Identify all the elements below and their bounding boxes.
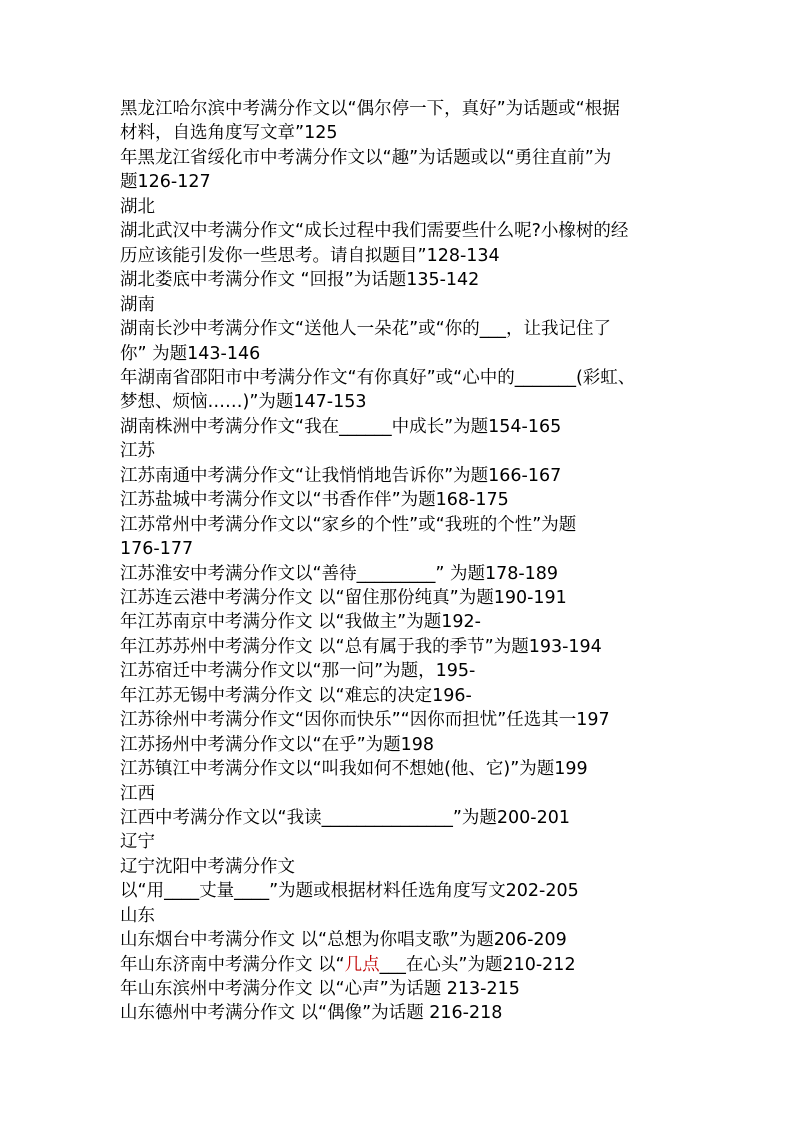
text-line: 江苏常州中考满分作文以“家乡的个性”或“我班的个性”为题 bbox=[120, 515, 577, 535]
text-line: 江苏徐州中考满分作文“因你而快乐”“因你而担忧”任选其一197 bbox=[120, 710, 610, 730]
text-line: 梦想、烦恼……)”为题147-153 bbox=[120, 392, 367, 412]
text-line: 以“用____丈量____”为题或根据材料任选角度写文202-205 bbox=[120, 881, 579, 901]
text-segment: ___在心头”为题210-212 bbox=[379, 955, 576, 975]
text-line: 湖南长沙中考满分作文“送他人一朵花”或“你的___，让我记住了 bbox=[120, 319, 611, 339]
text-line: 湖南株洲中考满分作文“我在______中成长”为题154-165 bbox=[120, 417, 562, 437]
text-line: 历应该能引发你一些思考。请自拟题目”128-134 bbox=[120, 246, 500, 266]
text-line: 年江苏苏州中考满分作文 以“总有属于我的季节”为题193-194 bbox=[120, 637, 602, 657]
text-line: 湖北娄底中考满分作文 “回报”为话题135-142 bbox=[120, 270, 480, 290]
text-line: 年黑龙江省绥化市中考满分作文以“趣”为话题或以“勇往直前”为 bbox=[120, 148, 612, 168]
text-line: 江苏扬州中考满分作文以“在乎”为题198 bbox=[120, 735, 435, 755]
text-line: 江苏南通中考满分作文“让我悄悄地告诉你”为题166-167 bbox=[120, 466, 562, 486]
text-line: 湖北武汉中考满分作文“成长过程中我们需要些什么呢?小橡树的经 bbox=[120, 221, 629, 241]
text-line: 江苏宿迁中考满分作文以“那一问”为题，195- bbox=[120, 661, 476, 681]
text-line: 山东德州中考满分作文 以“偶像”为话题 216-218 bbox=[120, 1003, 503, 1023]
text-line: 江西中考满分作文以“我读_______________”为题200-201 bbox=[120, 808, 571, 828]
text-line: 江苏淮安中考满分作文以“善待_________” 为题178-189 bbox=[120, 564, 559, 584]
text-line: 江苏镇江中考满分作文以“叫我如何不想她(他、它)”为题199 bbox=[120, 759, 588, 779]
section-heading: 辽宁 bbox=[120, 832, 155, 852]
text-line: 年湖南省邵阳市中考满分作文“有你真好”或“心中的_______(彩虹、 bbox=[120, 368, 636, 388]
text-line: 江苏盐城中考满分作文以“书香作伴”为题168-175 bbox=[120, 490, 509, 510]
text-line bbox=[120, 953, 680, 977]
section-heading: 江西 bbox=[120, 784, 155, 804]
text-line: 山东烟台中考满分作文 以“总想为你唱支歌”为题206-209 bbox=[120, 930, 567, 950]
section-heading: 湖北 bbox=[120, 197, 155, 217]
section-heading: 江苏 bbox=[120, 441, 155, 461]
text-line: 辽宁沈阳中考满分作文 bbox=[120, 857, 295, 877]
text-line: 你” 为题143-146 bbox=[120, 344, 261, 364]
highlighted-text: 几点 bbox=[344, 955, 380, 975]
text-segment: 年山东济南中考满分作文 以“ bbox=[120, 955, 345, 975]
text-line: 176-177 bbox=[120, 539, 194, 559]
text-line: 年山东滨州中考满分作文 以“心声”为话题 213-215 bbox=[120, 979, 520, 999]
section-heading: 山东 bbox=[120, 906, 155, 926]
text-line: 题126-127 bbox=[120, 172, 211, 192]
section-heading: 湖南 bbox=[120, 295, 155, 315]
text-line: 材料，自选角度写文章”125 bbox=[120, 123, 338, 143]
text-line: 黑龙江哈尔滨中考满分作文以“偶尔停一下，真好”为话题或“根据 bbox=[120, 99, 620, 119]
text-line: 年江苏南京中考满分作文 以“我做主”为题192- bbox=[120, 612, 481, 632]
text-line: 年江苏无锡中考满分作文 以“难忘的决定196- bbox=[120, 686, 472, 706]
text-line: 江苏连云港中考满分作文 以“留住那份纯真”为题190-191 bbox=[120, 588, 567, 608]
